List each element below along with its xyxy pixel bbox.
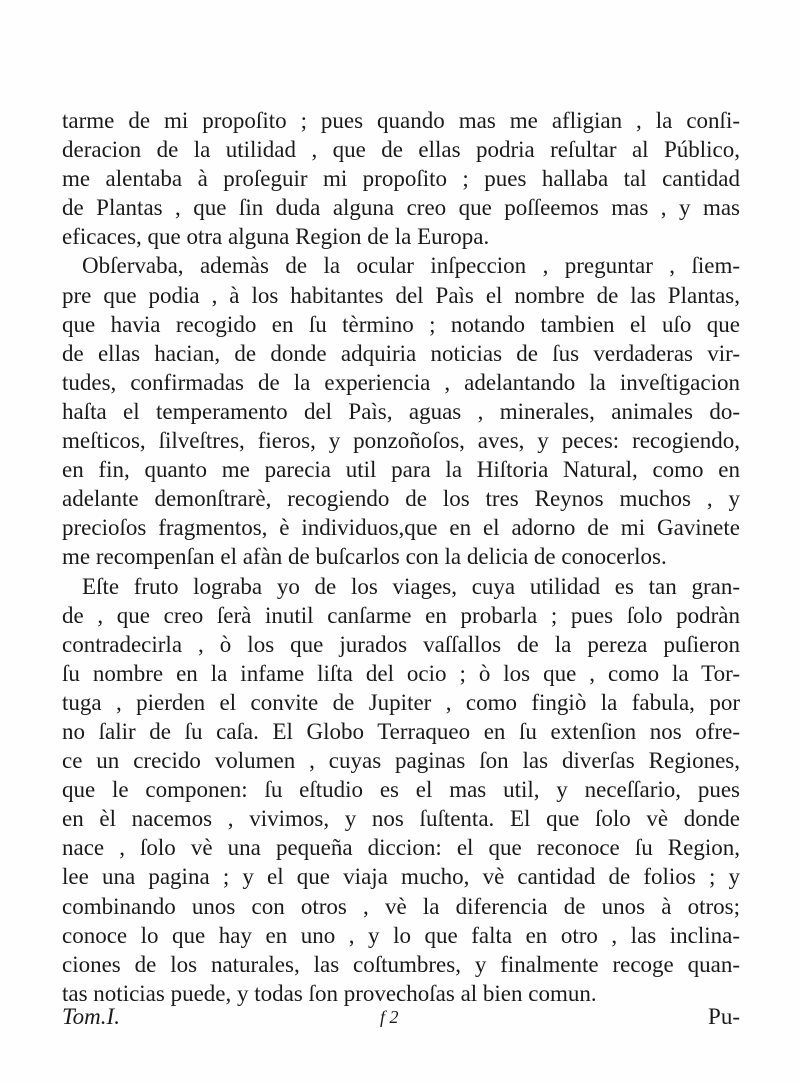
text-line: Eſte fruto lograba yo de los viages, cuya utilidad es tan gran- [82, 573, 740, 599]
text-line: ce un crecido volumen , cuyas paginas ſon las diverſas Regiones, [62, 748, 740, 774]
text-line: me alentaba à proſeguir mi propoſito ; pues hallaba tal cantidad [62, 166, 740, 192]
text-line: de ellas hacian, de donde adquiria noticias de ſus verdaderas vir- [62, 340, 740, 366]
text-line: de , que creo ſerà inutil canſarme en probarla ; pues ſolo podràn [62, 602, 740, 628]
text-line: adelante demonſtrarè, recogiendo de los tres Reynos muchos , y [62, 486, 740, 512]
text-line: Obſervaba, ademàs de la ocular inſpeccion , preguntar , ſiem- [82, 253, 740, 279]
body-text [62, 106, 740, 1008]
text-line: eficaces, que otra alguna Region de la Europa. [62, 224, 490, 250]
text-line: tudes, confirmadas de la experiencia , adelantando la inveſtigacion [62, 369, 740, 395]
page-footer [62, 1002, 740, 1032]
text-line: ſu nombre en la infame liſta del ocio ; ò los que , como la Tor- [62, 660, 740, 686]
text-line: en èl nacemos , vivimos, y nos ſuſtenta. El que ſolo vè donde [62, 806, 740, 832]
text-line: tarme de mi propoſito ; pues quando mas me afligian , la conſi- [62, 108, 740, 133]
text-line: tuga , pierden el convite de Jupiter , como fingiò la fabula, por [62, 689, 740, 715]
text-line: meſticos, ſilveſtres, fieros, y ponzoñoſos, aves, y peces: recogiendo, [62, 428, 740, 454]
text-line: no ſalir de ſu caſa. El Globo Terraqueo en ſu extenſion nos ofre- [62, 718, 740, 744]
text-line: ciones de los naturales, las coſtumbres, y finalmente recoge quan- [62, 951, 740, 977]
text-line: en fin, quanto me parecia util para la Hiſtoria Natural, como en [62, 457, 740, 483]
volume-label: Tom.I. [62, 1004, 120, 1029]
text-line: deracion de la utilidad , que de ellas podria reſultar al Público, [62, 137, 740, 163]
text-line: combinando unos con otros , vè la diferencia de unos à otros; [62, 893, 740, 919]
text-line: haſta el temperamento del Paìs, aguas , minerales, animales do- [62, 398, 740, 424]
text-line: precioſos fragmentos, è individuos,que en el adorno de mi Gavinete [62, 515, 740, 541]
text-line: lee una pagina ; y el que viaja mucho, vè cantidad de folios ; y [62, 864, 740, 890]
text-line: conoce lo que hay en uno , y lo que falta en otro , las inclina- [62, 922, 740, 948]
text-line: contradecirla , ò los que jurados vaſſallos de la pereza puſieron [62, 631, 740, 657]
catchword: Pu- [708, 1004, 740, 1029]
text-line: que le componen: ſu eſtudio es el mas util, y neceſſario, pues [62, 777, 740, 803]
text-line: me recompenſan el afàn de buſcarlos con la delicia de conocerlos. [62, 544, 667, 570]
text-line: que havia recogido en ſu tèrmino ; notando tambien el uſo que [62, 311, 740, 337]
text-line: nace , ſolo vè una pequeña diccion: el que reconoce ſu Region, [62, 835, 740, 861]
signature-mark: f 2 [380, 1007, 399, 1027]
text-line: tas noticias puede, y todas ſon provechoſas al bien comun. [62, 980, 597, 1006]
text-line: de Plantas , que ſin duda alguna creo que poſſeemos mas , y mas [62, 195, 740, 221]
text-line: pre que podia , à los habitantes del Paìs el nombre de las Plantas, [62, 282, 740, 308]
